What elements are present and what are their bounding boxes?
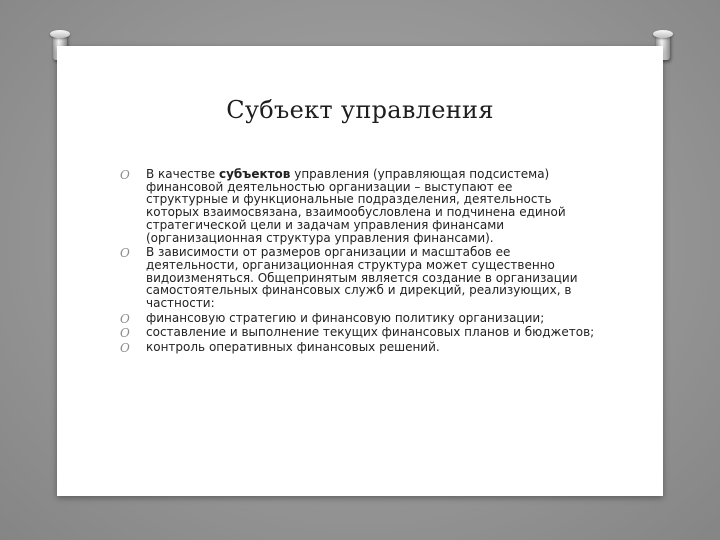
list-item: [120, 168, 595, 244]
item-text-lead: В качестве: [146, 167, 219, 181]
bullet-icon: O: [120, 341, 130, 356]
bullet-icon: O: [120, 311, 130, 326]
list-item: [120, 312, 595, 325]
item-text-emphasis: субъектов: [218, 167, 291, 181]
list-item: [120, 246, 595, 310]
bullet-list: [120, 168, 595, 356]
list-item: [120, 326, 595, 339]
bullet-icon: O: [120, 326, 130, 341]
bullet-icon: O: [120, 168, 130, 182]
item-text: составление и выполнение текущих финансовых планов и бюджетов;: [146, 325, 595, 340]
list-item: [120, 341, 595, 354]
slide-title: Субъект управления: [226, 96, 494, 124]
item-text: контроль оперативных финансовых решений.: [146, 340, 440, 355]
bullet-icon: O: [120, 246, 130, 261]
item-text: финансовую стратегию и финансовую политику организации;: [146, 310, 545, 325]
item-text: В зависимости от размеров организации и масштабов ее деятельности, организационная структура может существенно видоизменяться. Общепринятым является создание в организации самостоятельных финансовых служб и дирекций, реализующих, в частности:: [146, 245, 578, 311]
item-text-rest: управления (управляющая подсистема) финансовой деятельностью организации – выступают ее структурные и функциональные подразделения, деятельность которых взаимосвязана, взаимообусловлена и подчинена единой стратегической цели и задачам управления финансами (организационная структура управления финансами).: [146, 167, 566, 245]
